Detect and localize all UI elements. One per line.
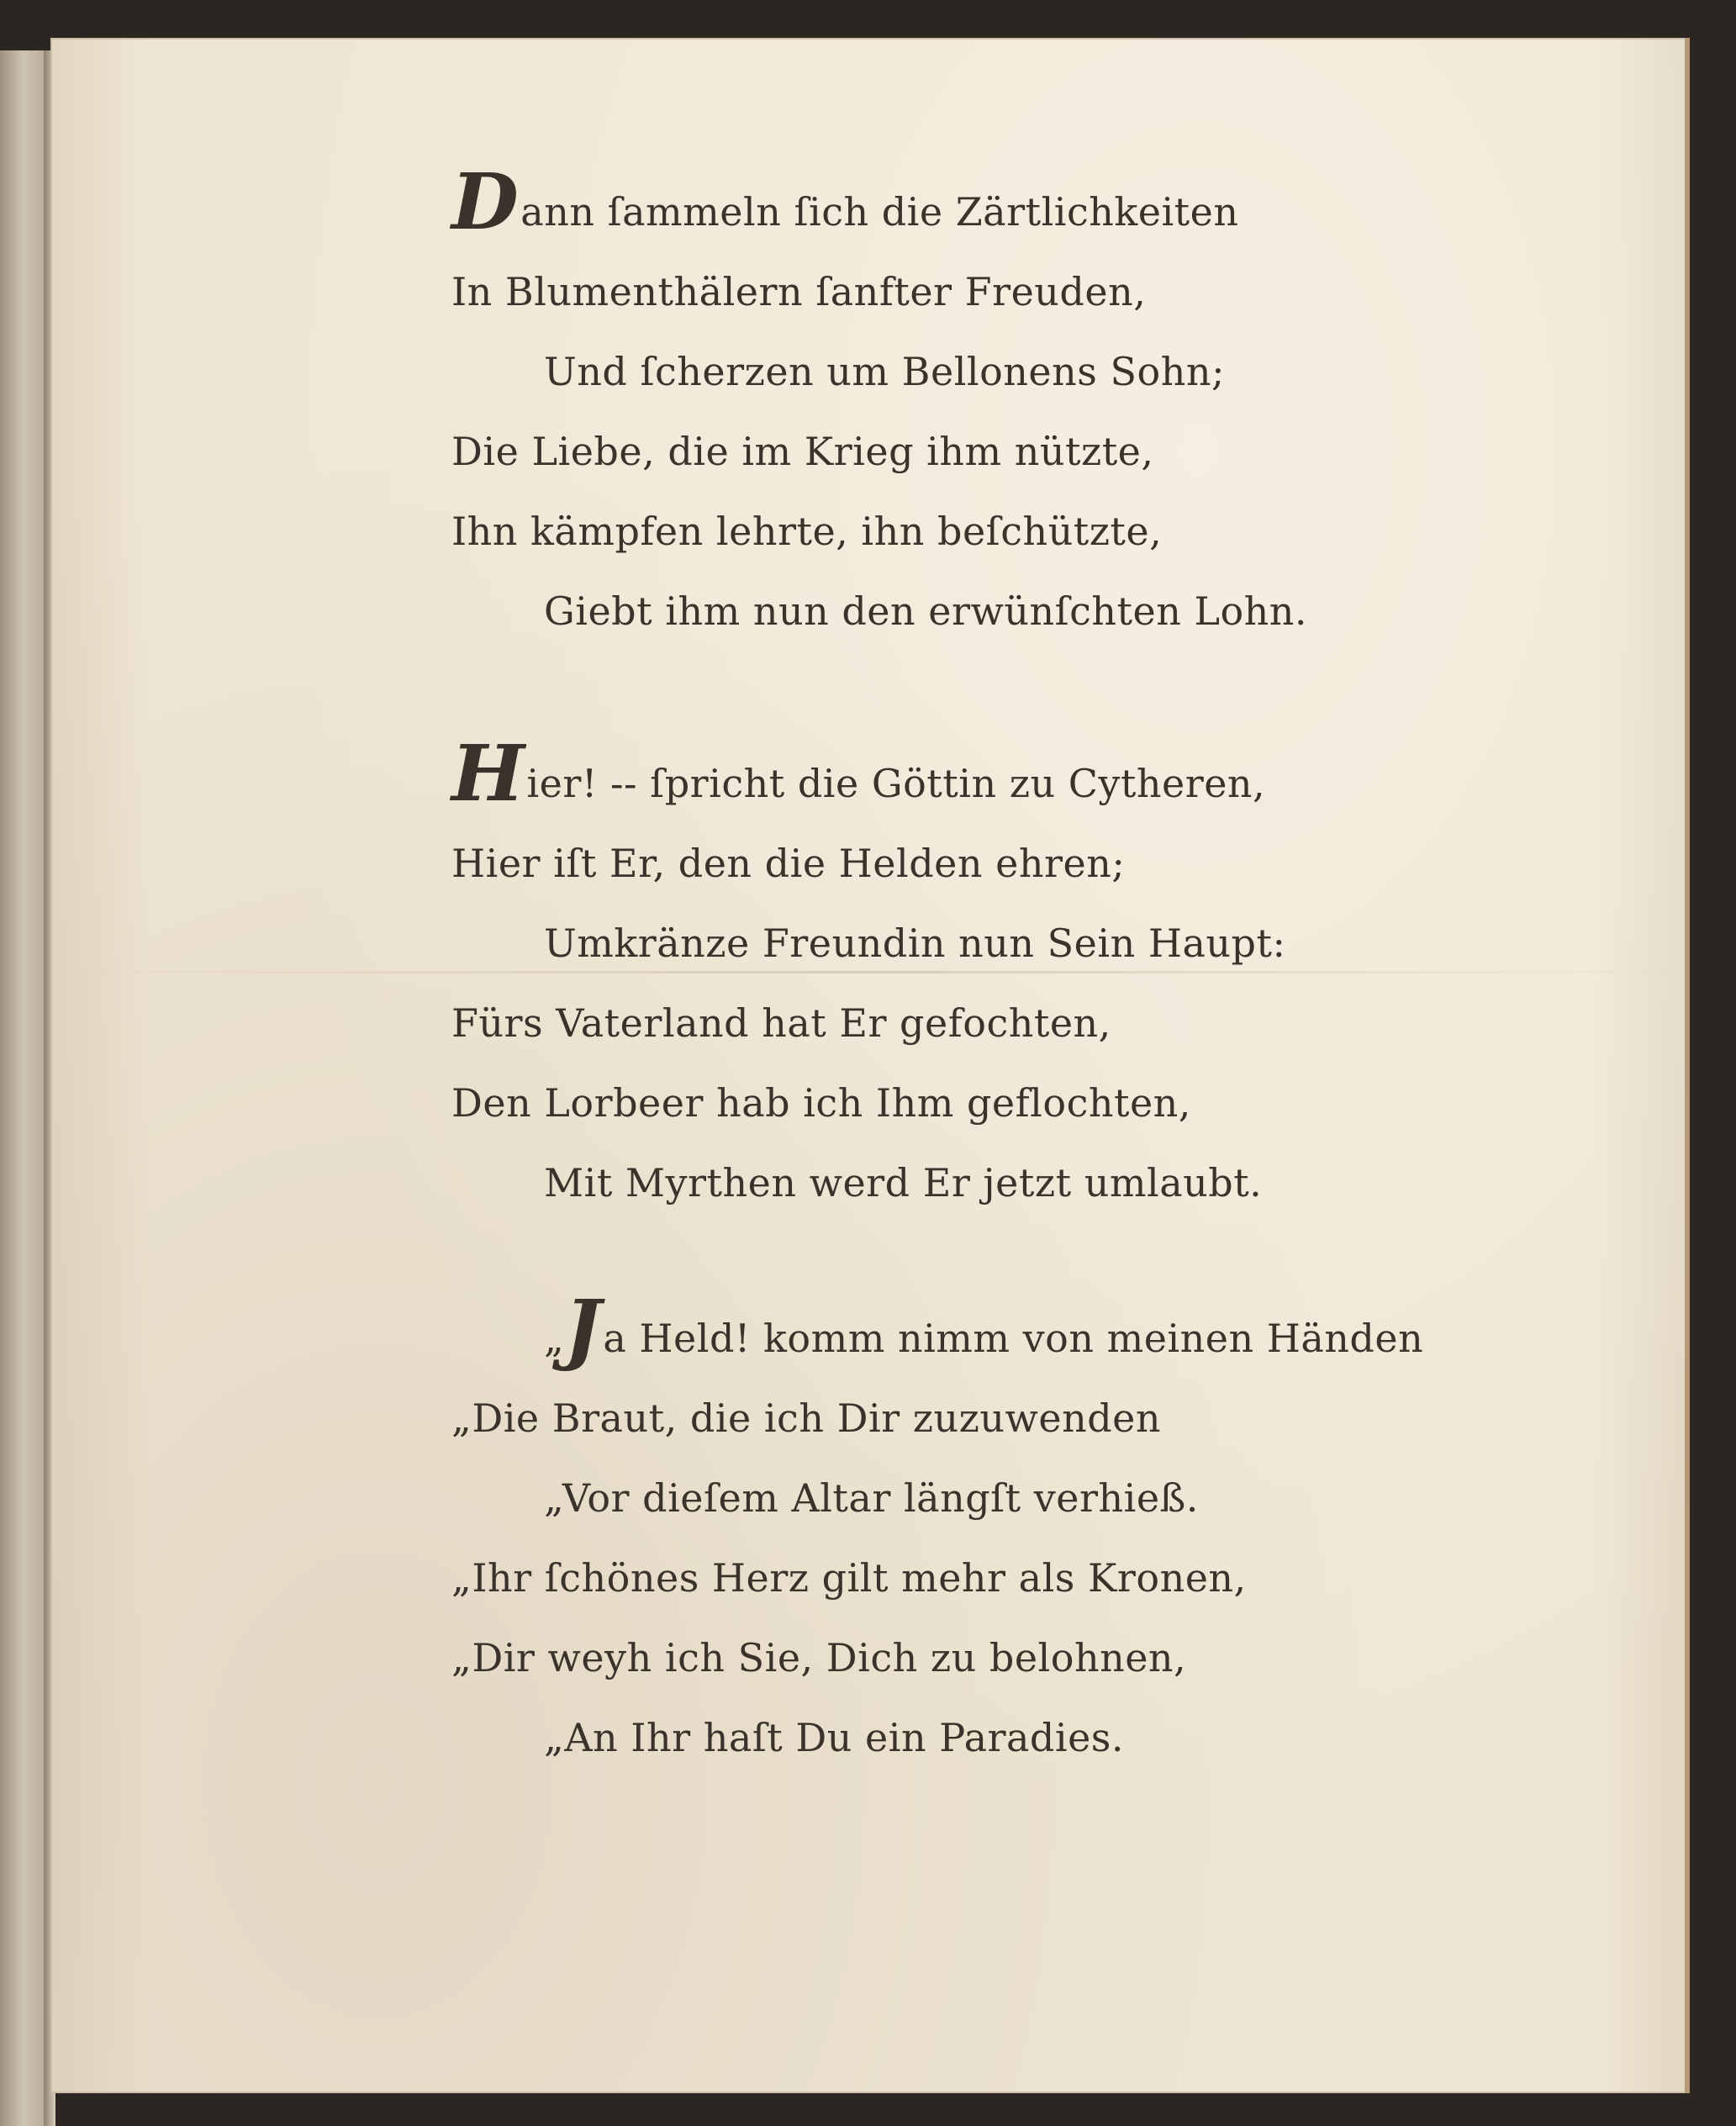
poem-line: „Vor dieſem Altar längſt verhieß. xyxy=(544,1475,1199,1521)
drop-capital: J xyxy=(564,1283,602,1374)
poem-line: „Ja Held! komm nimm von meinen Händen xyxy=(544,1283,1424,1374)
stanza-2 xyxy=(50,728,1690,1223)
poem-line: Die Liebe, die im Krieg ihm nützte, xyxy=(451,429,1154,474)
poem-line: Fürs Vaterland hat Er gefochten, xyxy=(451,1000,1111,1046)
poem-line: „Ihr ſchönes Herz gilt mehr als Kronen, xyxy=(451,1555,1247,1601)
left-page-edge xyxy=(0,50,44,2126)
poem-line: Hier iſt Er, den die Helden ehren; xyxy=(451,841,1126,886)
book-page xyxy=(50,38,1690,2093)
poem-line: „Die Braut, die ich Dir zuzuwenden xyxy=(451,1395,1162,1441)
stanza-3 xyxy=(50,1283,1690,1778)
poem-line: Giebt ihm nun den erwünſchten Lohn. xyxy=(544,588,1308,634)
poem-line: „An Ihr haſt Du ein Paradies. xyxy=(544,1715,1125,1760)
poem-line: In Blumenthälern ſanfter Freuden, xyxy=(451,269,1147,314)
poem-line: Den Lorbeer hab ich Ihm geflochten, xyxy=(451,1080,1191,1126)
stanza-1 xyxy=(50,156,1690,652)
poem-line: Umkränze Freundin nun Sein Haupt: xyxy=(544,921,1286,966)
poem-line: Hier! -- ſpricht die Göttin zu Cytheren, xyxy=(451,728,1266,819)
poem-line: Ihn kämpfen lehrte, ihn beſchützte, xyxy=(451,509,1163,554)
poem-line: „Dir weyh ich Sie, Dich zu belohnen, xyxy=(451,1635,1187,1680)
poem-line: Und ſcherzen um Bellonens Sohn; xyxy=(544,349,1225,394)
drop-capital: H xyxy=(451,728,525,819)
poem-line: Dann ſammeln ſich die Zärtlichkeiten xyxy=(451,156,1239,247)
poem-line: Mit Myrthen werd Er jetzt umlaubt. xyxy=(544,1160,1263,1205)
drop-capital: D xyxy=(451,156,520,247)
